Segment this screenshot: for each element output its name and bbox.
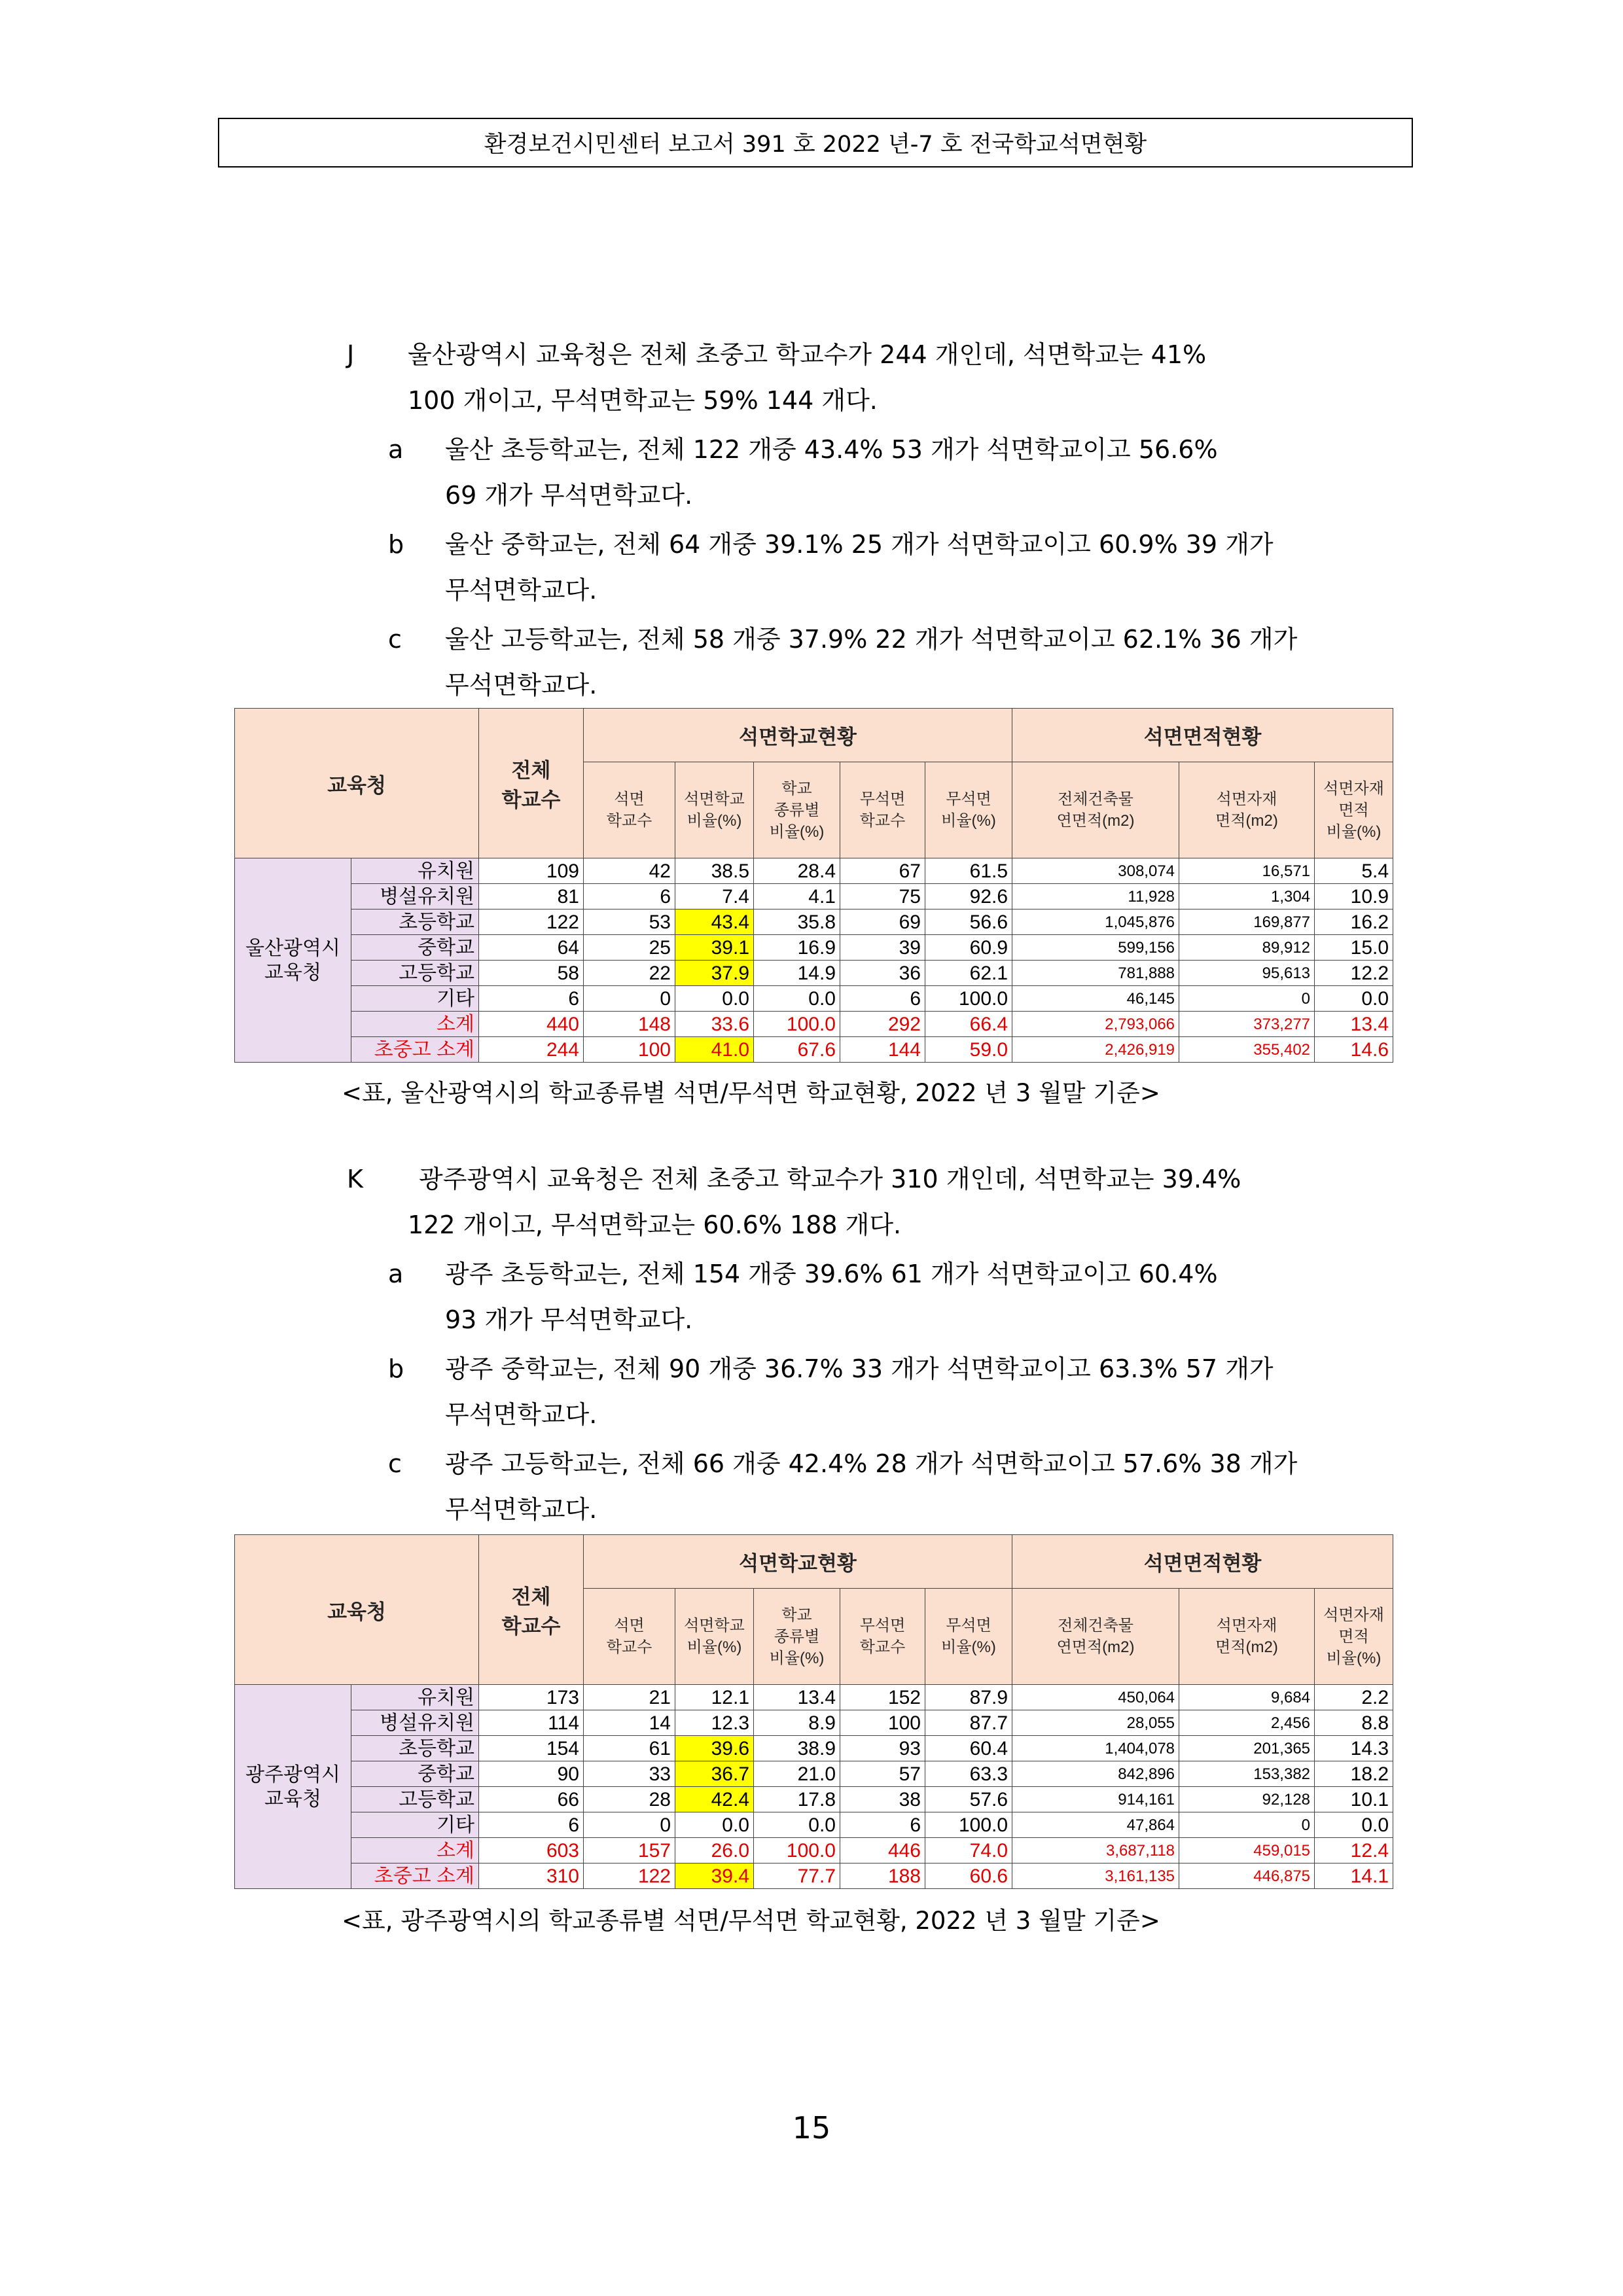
- value-cell: 21: [584, 1685, 675, 1710]
- header-col: 무석면 학교수: [840, 762, 925, 858]
- paragraph-line: 광주광역시 교육청은 전체 초중고 학교수가 310 개인데, 석면학교는 39.4%: [419, 1165, 1241, 1193]
- value-cell: 188: [840, 1863, 925, 1889]
- value-cell: 8.9: [754, 1710, 840, 1736]
- value-cell: 100: [840, 1710, 925, 1736]
- value-cell: 10.1: [1315, 1787, 1393, 1812]
- value-cell: 1,045,876: [1012, 910, 1179, 935]
- value-cell: 39: [840, 935, 925, 961]
- value-cell: 2.2: [1315, 1685, 1393, 1710]
- value-cell: 21.0: [754, 1761, 840, 1787]
- paragraph-line: 93 개가 무석면학교다.: [445, 1305, 693, 1334]
- value-cell: 57.6: [925, 1787, 1012, 1812]
- value-cell: 89,912: [1179, 935, 1315, 961]
- header-col: 석면학교 비율(%): [675, 1589, 754, 1685]
- school-type-cell: 중학교: [351, 935, 479, 961]
- value-cell: 157: [584, 1838, 675, 1863]
- value-cell: 0.0: [1315, 1812, 1393, 1838]
- school-type-cell: 초중고 소계: [351, 1037, 479, 1063]
- header-asbestos-area: 석면면적현황: [1012, 1535, 1393, 1589]
- value-cell: 42.4: [675, 1787, 754, 1812]
- value-cell: 81: [479, 884, 584, 910]
- school-type-cell: 소계: [351, 1838, 479, 1863]
- school-type-cell: 초등학교: [351, 910, 479, 935]
- value-cell: 6: [840, 986, 925, 1012]
- paragraph-line: 69 개가 무석면학교다.: [445, 481, 693, 510]
- table-row: [235, 1037, 1393, 1063]
- value-cell: 2,456: [1179, 1710, 1315, 1736]
- value-cell: 3,161,135: [1012, 1863, 1179, 1889]
- value-cell: 7.4: [675, 884, 754, 910]
- table-row: [235, 1787, 1393, 1812]
- value-cell: 1,304: [1179, 884, 1315, 910]
- value-cell: 148: [584, 1012, 675, 1037]
- value-cell: 11,928: [1012, 884, 1179, 910]
- value-cell: 58: [479, 961, 584, 986]
- paragraph-line: 울산 중학교는, 전체 64 개중 39.1% 25 개가 석면학교이고 60.9% 39 개가: [445, 530, 1274, 559]
- list-marker: J: [347, 340, 355, 369]
- header-col: 학교 종류별 비율(%): [754, 762, 840, 858]
- value-cell: 6: [479, 1812, 584, 1838]
- school-type-cell: 고등학교: [351, 1787, 479, 1812]
- value-cell: 36: [840, 961, 925, 986]
- school-type-cell: 초중고 소계: [351, 1863, 479, 1889]
- value-cell: 87.9: [925, 1685, 1012, 1710]
- value-cell: 66.4: [925, 1012, 1012, 1037]
- value-cell: 4.1: [754, 884, 840, 910]
- value-cell: 61.5: [925, 858, 1012, 884]
- value-cell: 22: [584, 961, 675, 986]
- table-row: [235, 961, 1393, 986]
- value-cell: 28.4: [754, 858, 840, 884]
- value-cell: 16,571: [1179, 858, 1315, 884]
- value-cell: 310: [479, 1863, 584, 1889]
- value-cell: 95,613: [1179, 961, 1315, 986]
- table-row: [235, 1710, 1393, 1736]
- paragraph-line: 무석면학교다.: [445, 1495, 597, 1524]
- value-cell: 6: [479, 986, 584, 1012]
- value-cell: 5.4: [1315, 858, 1393, 884]
- header-col: 전체건축물 연면적(m2): [1012, 762, 1179, 858]
- value-cell: 100.0: [925, 1812, 1012, 1838]
- paragraph-line: 울산 고등학교는, 전체 58 개중 37.9% 22 개가 석면학교이고 62.1% 36 개가: [445, 625, 1298, 654]
- value-cell: 60.6: [925, 1863, 1012, 1889]
- value-cell: 38: [840, 1787, 925, 1812]
- value-cell: 308,074: [1012, 858, 1179, 884]
- value-cell: 0.0: [675, 986, 754, 1012]
- value-cell: 67: [840, 858, 925, 884]
- paragraph-line: 100 개이고, 무석면학교는 59% 144 개다.: [408, 386, 878, 415]
- value-cell: 75: [840, 884, 925, 910]
- value-cell: 0.0: [1315, 986, 1393, 1012]
- header-col: 무석면 학교수: [840, 1589, 925, 1685]
- value-cell: 14.3: [1315, 1736, 1393, 1761]
- value-cell: 16.2: [1315, 910, 1393, 935]
- school-type-cell: 유치원: [351, 858, 479, 884]
- value-cell: 87.7: [925, 1710, 1012, 1736]
- value-cell: 122: [479, 910, 584, 935]
- value-cell: 36.7: [675, 1761, 754, 1787]
- value-cell: 56.6: [925, 910, 1012, 935]
- value-cell: 292: [840, 1012, 925, 1037]
- table-row: [235, 1685, 1393, 1710]
- value-cell: 90: [479, 1761, 584, 1787]
- header-col: 석면 학교수: [584, 762, 675, 858]
- value-cell: 61: [584, 1736, 675, 1761]
- value-cell: 74.0: [925, 1838, 1012, 1863]
- value-cell: 440: [479, 1012, 584, 1037]
- value-cell: 0.0: [754, 986, 840, 1012]
- value-cell: 2,426,919: [1012, 1037, 1179, 1063]
- list-marker: b: [388, 530, 404, 559]
- value-cell: 0.0: [754, 1812, 840, 1838]
- paragraph-line: 무석면학교다.: [445, 1400, 597, 1429]
- office-name-cell: 울산광역시 교육청: [235, 858, 351, 1063]
- value-cell: 15.0: [1315, 935, 1393, 961]
- school-type-cell: 소계: [351, 1012, 479, 1037]
- school-type-cell: 기타: [351, 1812, 479, 1838]
- list-marker: c: [388, 1449, 402, 1478]
- value-cell: 781,888: [1012, 961, 1179, 986]
- value-cell: 12.4: [1315, 1838, 1393, 1863]
- value-cell: 39.6: [675, 1736, 754, 1761]
- value-cell: 53: [584, 910, 675, 935]
- value-cell: 6: [584, 884, 675, 910]
- value-cell: 35.8: [754, 910, 840, 935]
- value-cell: 109: [479, 858, 584, 884]
- table-row: [235, 1736, 1393, 1761]
- list-marker: a: [388, 1260, 404, 1288]
- value-cell: 12.3: [675, 1710, 754, 1736]
- header-col: 학교 종류별 비율(%): [754, 1589, 840, 1685]
- value-cell: 67.6: [754, 1037, 840, 1063]
- value-cell: 244: [479, 1037, 584, 1063]
- value-cell: 33: [584, 1761, 675, 1787]
- list-marker: K: [347, 1165, 363, 1193]
- header-col: 석면자재 면적 비율(%): [1315, 1589, 1393, 1685]
- value-cell: 169,877: [1179, 910, 1315, 935]
- list-marker: c: [388, 625, 402, 654]
- value-cell: 3,687,118: [1012, 1838, 1179, 1863]
- paragraph-line: 광주 초등학교는, 전체 154 개중 39.6% 61 개가 석면학교이고 60.4%: [445, 1260, 1218, 1288]
- table-row: [235, 986, 1393, 1012]
- value-cell: 12.2: [1315, 961, 1393, 986]
- paragraph-line: 울산 초등학교는, 전체 122 개중 43.4% 53 개가 석면학교이고 56.6%: [445, 435, 1218, 464]
- value-cell: 6: [840, 1812, 925, 1838]
- header-col: 석면 학교수: [584, 1589, 675, 1685]
- paragraph-line: 광주 중학교는, 전체 90 개중 36.7% 33 개가 석면학교이고 63.3% 57 개가: [445, 1354, 1274, 1383]
- paragraph-line: 광주 고등학교는, 전체 66 개중 42.4% 28 개가 석면학교이고 57.6% 38 개가: [445, 1449, 1298, 1478]
- value-cell: 12.1: [675, 1685, 754, 1710]
- value-cell: 69: [840, 910, 925, 935]
- value-cell: 9,684: [1179, 1685, 1315, 1710]
- paragraph-line: 122 개이고, 무석면학교는 60.6% 188 개다.: [408, 1210, 902, 1239]
- value-cell: 63.3: [925, 1761, 1012, 1787]
- header-col: 석면자재 면적 비율(%): [1315, 762, 1393, 858]
- value-cell: 62.1: [925, 961, 1012, 986]
- table-row: [235, 1012, 1393, 1037]
- table-row: [235, 1812, 1393, 1838]
- value-cell: 446,875: [1179, 1863, 1315, 1889]
- value-cell: 39.4: [675, 1863, 754, 1889]
- header-col: 석면자재 면적(m2): [1179, 762, 1315, 858]
- table-row: [235, 910, 1393, 935]
- value-cell: 18.2: [1315, 1761, 1393, 1787]
- header-col: 석면자재 면적(m2): [1179, 1589, 1315, 1685]
- report-header: 환경보건시민센터 보고서 391 호 2022 년-7 호 전국학교석면현황: [218, 118, 1413, 168]
- header-col: 무석면 비율(%): [925, 1589, 1012, 1685]
- value-cell: 92.6: [925, 884, 1012, 910]
- value-cell: 152: [840, 1685, 925, 1710]
- header-col: 무석면 비율(%): [925, 762, 1012, 858]
- school-type-cell: 고등학교: [351, 961, 479, 986]
- value-cell: 28: [584, 1787, 675, 1812]
- value-cell: 2,793,066: [1012, 1012, 1179, 1037]
- paragraph-line: 무석면학교다.: [445, 576, 597, 605]
- value-cell: 28,055: [1012, 1710, 1179, 1736]
- value-cell: 1,404,078: [1012, 1736, 1179, 1761]
- page-number: 15: [792, 2110, 831, 2146]
- value-cell: 37.9: [675, 961, 754, 986]
- value-cell: 842,896: [1012, 1761, 1179, 1787]
- table-row: [235, 884, 1393, 910]
- header-office: 교육청: [235, 1535, 479, 1685]
- list-marker: b: [388, 1354, 404, 1383]
- value-cell: 122: [584, 1863, 675, 1889]
- value-cell: 459,015: [1179, 1838, 1315, 1863]
- school-type-cell: 병설유치원: [351, 884, 479, 910]
- value-cell: 13.4: [1315, 1012, 1393, 1037]
- value-cell: 47,864: [1012, 1812, 1179, 1838]
- header-total: 전체 학교수: [479, 1535, 584, 1685]
- value-cell: 93: [840, 1736, 925, 1761]
- list-marker: a: [388, 435, 404, 464]
- value-cell: 38.9: [754, 1736, 840, 1761]
- value-cell: 16.9: [754, 935, 840, 961]
- header-asbestos-schools: 석면학교현황: [584, 709, 1012, 762]
- value-cell: 10.9: [1315, 884, 1393, 910]
- table-row: [235, 935, 1393, 961]
- value-cell: 0.0: [675, 1812, 754, 1838]
- value-cell: 0: [1179, 986, 1315, 1012]
- table-row: [235, 1761, 1393, 1787]
- table-caption: <표, 울산광역시의 학교종류별 석면/무석면 학교현황, 2022 년 3 월말 기준>: [342, 1079, 1160, 1107]
- value-cell: 599,156: [1012, 935, 1179, 961]
- header-asbestos-schools: 석면학교현황: [584, 1535, 1012, 1589]
- value-cell: 60.9: [925, 935, 1012, 961]
- value-cell: 26.0: [675, 1838, 754, 1863]
- value-cell: 59.0: [925, 1037, 1012, 1063]
- value-cell: 153,382: [1179, 1761, 1315, 1787]
- value-cell: 100.0: [754, 1838, 840, 1863]
- value-cell: 450,064: [1012, 1685, 1179, 1710]
- table-row: [235, 858, 1393, 884]
- value-cell: 14.9: [754, 961, 840, 986]
- value-cell: 14.1: [1315, 1863, 1393, 1889]
- value-cell: 43.4: [675, 910, 754, 935]
- value-cell: 66: [479, 1787, 584, 1812]
- value-cell: 46,145: [1012, 986, 1179, 1012]
- ulsan-school-table: [234, 708, 1393, 1063]
- value-cell: 60.4: [925, 1736, 1012, 1761]
- table-caption: <표, 광주광역시의 학교종류별 석면/무석면 학교현황, 2022 년 3 월말 기준>: [342, 1907, 1160, 1935]
- value-cell: 154: [479, 1736, 584, 1761]
- paragraph-line: 무석면학교다.: [445, 671, 597, 699]
- school-type-cell: 유치원: [351, 1685, 479, 1710]
- value-cell: 64: [479, 935, 584, 961]
- value-cell: 201,365: [1179, 1736, 1315, 1761]
- gwangju-school-table: [234, 1534, 1393, 1889]
- school-type-cell: 병설유치원: [351, 1710, 479, 1736]
- school-type-cell: 초등학교: [351, 1736, 479, 1761]
- value-cell: 8.8: [1315, 1710, 1393, 1736]
- value-cell: 0: [584, 986, 675, 1012]
- value-cell: 603: [479, 1838, 584, 1863]
- value-cell: 39.1: [675, 935, 754, 961]
- value-cell: 100: [584, 1037, 675, 1063]
- header-col: 전체건축물 연면적(m2): [1012, 1589, 1179, 1685]
- value-cell: 0: [584, 1812, 675, 1838]
- school-type-cell: 기타: [351, 986, 479, 1012]
- paragraph-line: 울산광역시 교육청은 전체 초중고 학교수가 244 개인데, 석면학교는 41%: [408, 340, 1207, 369]
- value-cell: 114: [479, 1710, 584, 1736]
- value-cell: 77.7: [754, 1863, 840, 1889]
- value-cell: 446: [840, 1838, 925, 1863]
- office-name-cell: 광주광역시 교육청: [235, 1685, 351, 1889]
- value-cell: 0: [1179, 1812, 1315, 1838]
- table-row: [235, 1838, 1393, 1863]
- header-office: 교육청: [235, 709, 479, 858]
- value-cell: 14: [584, 1710, 675, 1736]
- header-total: 전체 학교수: [479, 709, 584, 858]
- value-cell: 17.8: [754, 1787, 840, 1812]
- header-col: 석면학교 비율(%): [675, 762, 754, 858]
- value-cell: 100.0: [754, 1012, 840, 1037]
- table-row: [235, 1863, 1393, 1889]
- value-cell: 92,128: [1179, 1787, 1315, 1812]
- value-cell: 57: [840, 1761, 925, 1787]
- value-cell: 373,277: [1179, 1012, 1315, 1037]
- value-cell: 41.0: [675, 1037, 754, 1063]
- school-type-cell: 중학교: [351, 1761, 479, 1787]
- value-cell: 144: [840, 1037, 925, 1063]
- value-cell: 100.0: [925, 986, 1012, 1012]
- value-cell: 173: [479, 1685, 584, 1710]
- value-cell: 14.6: [1315, 1037, 1393, 1063]
- value-cell: 914,161: [1012, 1787, 1179, 1812]
- value-cell: 13.4: [754, 1685, 840, 1710]
- value-cell: 42: [584, 858, 675, 884]
- value-cell: 25: [584, 935, 675, 961]
- value-cell: 33.6: [675, 1012, 754, 1037]
- value-cell: 38.5: [675, 858, 754, 884]
- value-cell: 355,402: [1179, 1037, 1315, 1063]
- header-asbestos-area: 석면면적현황: [1012, 709, 1393, 762]
